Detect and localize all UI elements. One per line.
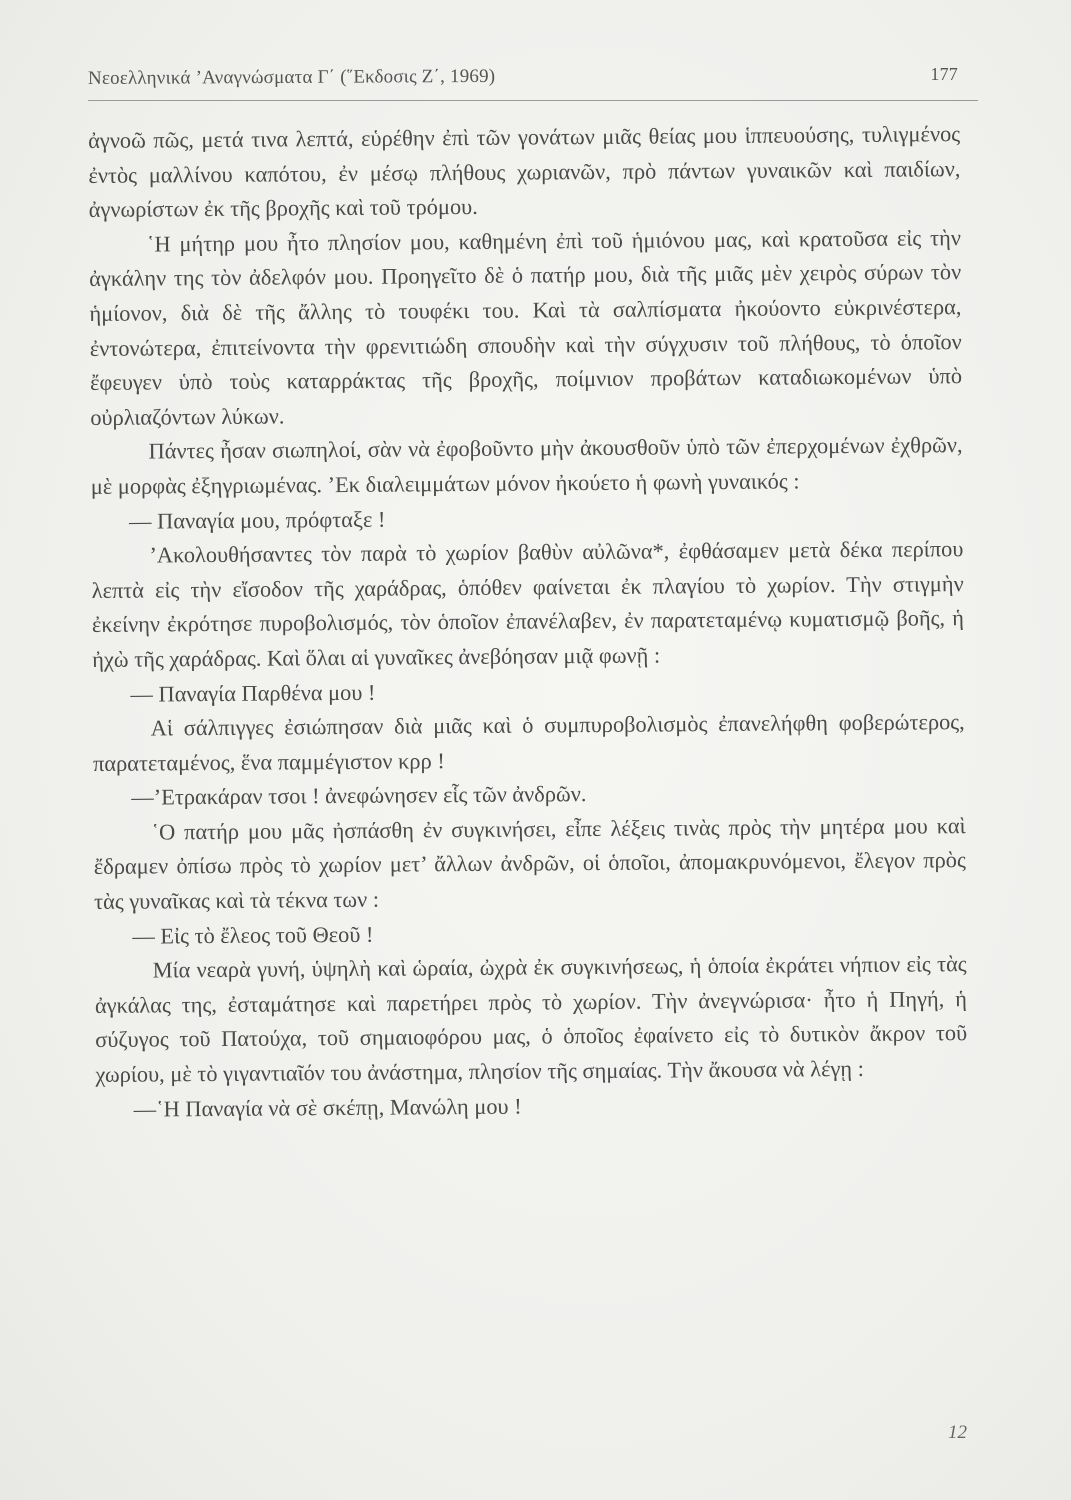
paragraph: ῾Ο πατήρ μου μᾶς ἠσπάσθη ἐν συγκινήσει, εἶπε λέξεις τινὰς πρὸς τὴν μητέρα μου καὶ ἔδραμεν ὀπίσω πρὸς τὸ χωρίον μετ’ ἄλλων ἀνδρῶν, οἱ ὁποῖοι, ἀπομακρυνόμενοι, ἔλεγον πρὸς τὰς γυναῖκας καὶ τὰ τέκνα των : (93, 813, 966, 915)
paragraph: Αἱ σάλπιγγες ἐσιώπησαν διὰ μιᾶς καὶ ὁ συμπυροβολισμὸς ἐπανελήφθη φοβερώτερος, παρατεταμένος, ἕνα παμμέγιστον κρρ ! (92, 709, 965, 776)
page-number: 177 (930, 64, 958, 84)
header-title: Νεοελληνικά ’Αναγνώσματα Γ΄ (῞Εκδοσις Ζ΄, 1969) (87, 65, 496, 89)
dialogue-line: —’Ετρακάραν τσοι ! ἀνεφώνησεν εἷς τῶν ἀνδρῶν. (131, 781, 587, 810)
signature-mark: 12 (948, 1422, 967, 1443)
paragraph: Πάντες ἦσαν σιωπηλοί, σὰν νὰ ἐφοβοῦντο μὴν ἀκουσθοῦν ὑπὸ τῶν ἐπερχομένων ἐχθρῶν, μὲ μορφὰς ἐξηγριωμένας. ’Εκ διαλειμμάτων μόνον ἠκούετο ἡ φωνὴ γυναικός : (90, 432, 963, 499)
paragraph: ἀγνοῶ πῶς, μετά τινα λεπτά, εὑρέθην ἐπὶ τῶν γονάτων μιᾶς θείας μου ἱππευούσης, τυλιγμένος ἐντὸς μαλλίνου καπότου, ἐν μέσῳ πλήθους χωριανῶν, πρὸ πάντων γυναικῶν καὶ παιδίων, ἀγνωρίστων ἐκ τῆς βροχῆς καὶ τοῦ τρόμου. (88, 121, 961, 223)
dialogue-line: —῾Η Παναγία νὰ σὲ σκέπῃ, Μανώλη μου ! (133, 1093, 522, 1122)
running-header (88, 64, 978, 101)
paragraph: ῾Η μήτηρ μου ἦτο πλησίον μου, καθημένη ἐπὶ τοῦ ἡμιόνου μας, καὶ κρατοῦσα εἰς τὴν ἀγκάλην της τὸν ἀδελφόν μου. Προηγεῖτο δὲ ὁ πατήρ μου, διὰ τῆς μιᾶς μὲν χειρὸς σύρων τὸν ἡμίονον, διὰ δὲ τῆς ἄλλης τὸ τουφέκι του. Καὶ τὰ σαλπίσματα ἠκούοντο εὐκρινέστερα, ἐντονώτερα, ἐπιτείνοντα τὴν φρενιτιώδη σπουδὴν καὶ τὴν σύγχυσιν τοῦ πλήθους, τὸ ὁποῖον ἔφευγεν ὑπὸ τοὺς καταρράκτας τῆς βροχῆς, ποίμνιον προβάτων καταδιωκομένων ὑπὸ οὐρλιαζόντων λύκων. (89, 224, 963, 430)
dialogue-line: — Παναγία Παρθένα μου ! (130, 679, 376, 707)
dialogue-line: — Εἰς τὸ ἔλεος τοῦ Θεοῦ ! (132, 921, 374, 949)
paragraph: Μία νεαρὰ γυνή, ὑψηλὴ καὶ ὡραία, ὠχρὰ ἐκ συγκινήσεως, ἡ ὁποία ἐκράτει νήπιον εἰς τὰς ἀγκάλας της, ἐσταμάτησε καὶ παρετήρει πρὸς τὸ χωρίον. Τὴν ἀνεγνώρισα· ἦτο ἡ Πηγή, ἡ σύζυγος τοῦ Πατούχα, τοῦ σημαιοφόρου μας, ὁ ὁποῖος ἐφαίνετο εἰς τὸ δυτικὸν ἄκρον τοῦ χωρίου, μὲ τὸ γιγαντιαῖόν του ἀνάστημα, πλησίον τῆς σημαίας. Τὴν ἄκουσα νὰ λέγῃ : (94, 951, 968, 1088)
dialogue-line: — Παναγία μου, πρόφταξε ! (129, 506, 386, 534)
body-text (88, 117, 968, 1127)
paragraph: ’Ακολουθήσαντες τὸν παρὰ τὸ χωρίον βαθὺν αὐλῶνα*, ἐφθάσαμεν μετὰ δέκα περίπου λεπτὰ εἰς τὴν εἴσοδον τῆς χαράδρας, ὁπόθεν φαίνεται ἐκ πλαγίου τὸ χωρίον. Τὴν στιγμὴν ἐκείνην ἐκρότησε πυροβολισμός, τὸν ὁποῖον ἐπανέλαβεν, ἐν παρατεταμένῳ κυματισμῷ βοῆς, ἡ ἠχὼ τῆς χαράδρας. Καὶ ὅλαι αἱ γυναῖκες ἀνεβόησαν μιᾷ φωνῇ : (91, 536, 965, 672)
